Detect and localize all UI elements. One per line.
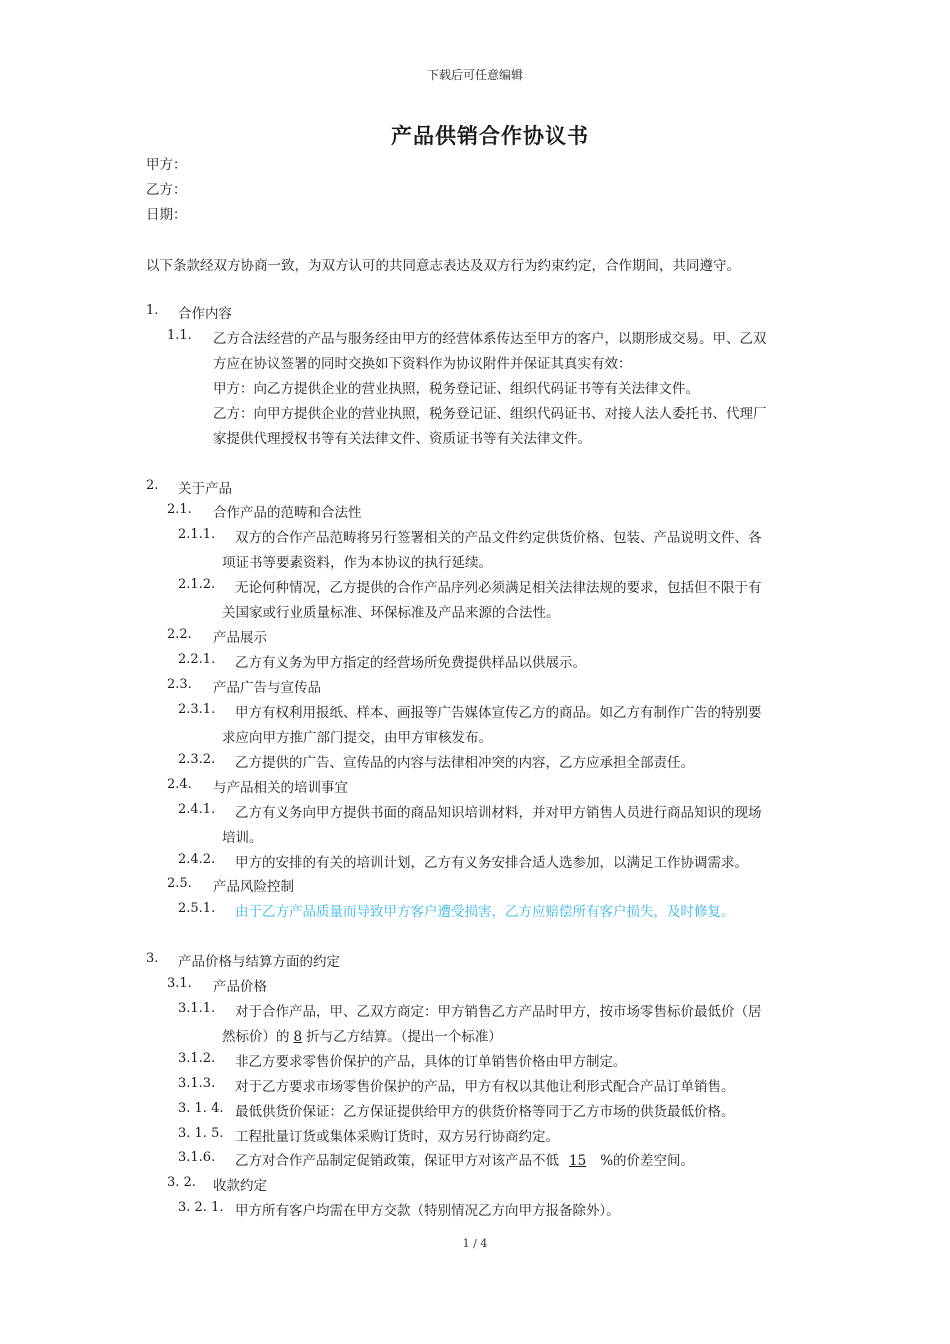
clause-number: 3. 1. 5. [178,1126,224,1141]
clause-title: 产品风险控制 [213,879,294,895]
clause-number: 2.3.2. [178,752,216,767]
clause-text: 对于乙方要求市场零售价保护的产品，甲方有权以其他让利形式配合产品订单销售。 [235,1079,735,1095]
clause-number: 2.2.1. [178,652,216,667]
highlighted-clause-text: 由于乙方产品质量而导致甲方客户遭受损害，乙方应赔偿所有客户损失，及时修复。 [235,904,735,920]
clause-number: 2.3.1. [178,702,216,717]
section-number: 1. [146,303,159,318]
clause-number: 3.1.1. [178,1001,216,1016]
clause-text: 甲方有权利用报纸、样本、画报等广告媒体宣传乙方的商品。如乙方有制作广告的特别要 [235,705,762,721]
clause-number: 3.1.3. [178,1076,216,1091]
clause-text: %的价差空间。 [600,1153,695,1169]
clause-title: 合作产品的范畴和合法性 [213,505,362,521]
clause-text: 方应在协议签署的同时交换如下资料作为协议附件并保证其真实有效： [213,356,632,372]
clause-text: 求应向甲方推广部门提交，由甲方审核发布。 [222,730,492,746]
section-number: 3. [146,951,159,966]
party-b-label: 乙方： [146,182,187,198]
clause-number: 3. 1. 4. [178,1101,224,1116]
clause-title: 产品展示 [213,630,267,646]
clause-text: 家提供代理授权书等有关法律文件、资质证书等有关法律文件。 [213,431,591,447]
clause-text: 无论何种情况，乙方提供的合作产品序列必须满足相关法律法规的要求，包括但不限于有 [235,580,762,596]
clause-text: 对于合作产品，甲、乙双方商定：甲方销售乙方产品时甲方，按市场零售标价最低价（居 [235,1004,762,1020]
clause-number: 3.1.6. [178,1150,216,1165]
clause-number: 3.1. [167,976,192,991]
clause-text: 甲方所有客户均需在甲方交款（特别情况乙方向甲方报备除外）。 [235,1203,620,1219]
clause-text-line [222,1025,502,1045]
clause-title: 收款约定 [213,1178,267,1194]
clause-text: 甲方：向乙方提供企业的营业执照，税务登记证、组织代码证书等有关法律文件。 [213,381,699,397]
clause-number: 3. 2. [167,1175,196,1190]
clause-number: 2.2. [167,627,192,642]
price-gap-value: 15 [569,1153,587,1169]
clause-text: 乙方有义务向甲方提供书面的商品知识培训材料，并对甲方销售人员进行商品知识的现场 [235,805,762,821]
date-label: 日期： [146,207,187,223]
clause-number: 3.1.2. [178,1051,216,1066]
clause-text: 项证书等要素资料，作为本协议的执行延续。 [222,555,492,571]
clause-text: 乙方提供的广告、宣传品的内容与法律相冲突的内容，乙方应承担全部责任。 [235,755,694,771]
clause-text-line [235,1149,694,1169]
clause-text: 甲方的安排的有关的培训计划，乙方有义务安排合适人选参加，以满足工作协调需求。 [235,855,748,871]
clause-title: 与产品相关的培训事宜 [213,780,348,796]
party-a-label: 甲方： [146,157,187,173]
clause-number: 2.1.1. [178,527,216,542]
clause-number: 2.1. [167,502,192,517]
discount-value: 8 [293,1029,303,1045]
section-title: 产品价格与结算方面的约定 [178,954,340,970]
clause-number: 2.3. [167,677,192,692]
clause-text: 非乙方要求零售价保护的产品，具体的订单销售价格由甲方制定。 [235,1054,627,1070]
clause-text: 培训。 [222,830,263,846]
clause-number: 2.1.2. [178,577,216,592]
clause-text: 乙方对合作产品制定促销政策，保证甲方对该产品不低 [235,1153,559,1169]
clause-text: 关国家或行业质量标准、环保标准及产品来源的合法性。 [222,605,560,621]
clause-title: 产品广告与宣传品 [213,680,321,696]
clause-text: 然标价）的 [222,1029,290,1045]
clause-text: 最低供货价保证：乙方保证提供给甲方的供货价格等同于乙方市场的供货最低价格。 [235,1104,735,1120]
clause-number: 2.5. [167,876,192,891]
clause-text: 乙方有义务为甲方指定的经营场所免费提供样品以供展示。 [235,655,586,671]
section-title: 合作内容 [178,306,232,322]
clause-text: 折与乙方结算。（提出一个标准） [306,1029,502,1045]
clause-number: 2.5.1. [178,901,216,916]
clause-text: 双方的合作产品范畴将另行签署相关的产品文件约定供货价格、包装、产品说明文件、各 [235,530,762,546]
clause-number: 2.4.1. [178,802,216,817]
clause-number: 1.1. [167,328,192,343]
document-title: 产品供销合作协议书 [391,124,589,148]
clause-number: 3. 2. 1. [178,1200,224,1215]
section-number: 2. [146,478,159,493]
clause-number: 2.4. [167,777,192,792]
clause-text: 乙方：向甲方提供企业的营业执照，税务登记证、组织代码证书、对接人法人委托书、代理厂 [213,406,767,422]
page-number: 1 / 4 [462,1237,488,1250]
page-header: 下载后可任意编辑 [426,68,523,82]
intro-paragraph: 以下条款经双方协商一致，为双方认可的共同意志表达及双方行为约束约定，合作期间，共同遵守。 [146,258,740,274]
clause-number: 2.4.2. [178,852,216,867]
clause-text: 乙方合法经营的产品与服务经由甲方的经营体系传达至甲方的客户，以期形成交易。甲、乙双 [213,331,767,347]
section-title: 关于产品 [178,481,232,497]
clause-text: 工程批量订货或集体采购订货时，双方另行协商约定。 [235,1129,559,1145]
clause-title: 产品价格 [213,979,267,995]
